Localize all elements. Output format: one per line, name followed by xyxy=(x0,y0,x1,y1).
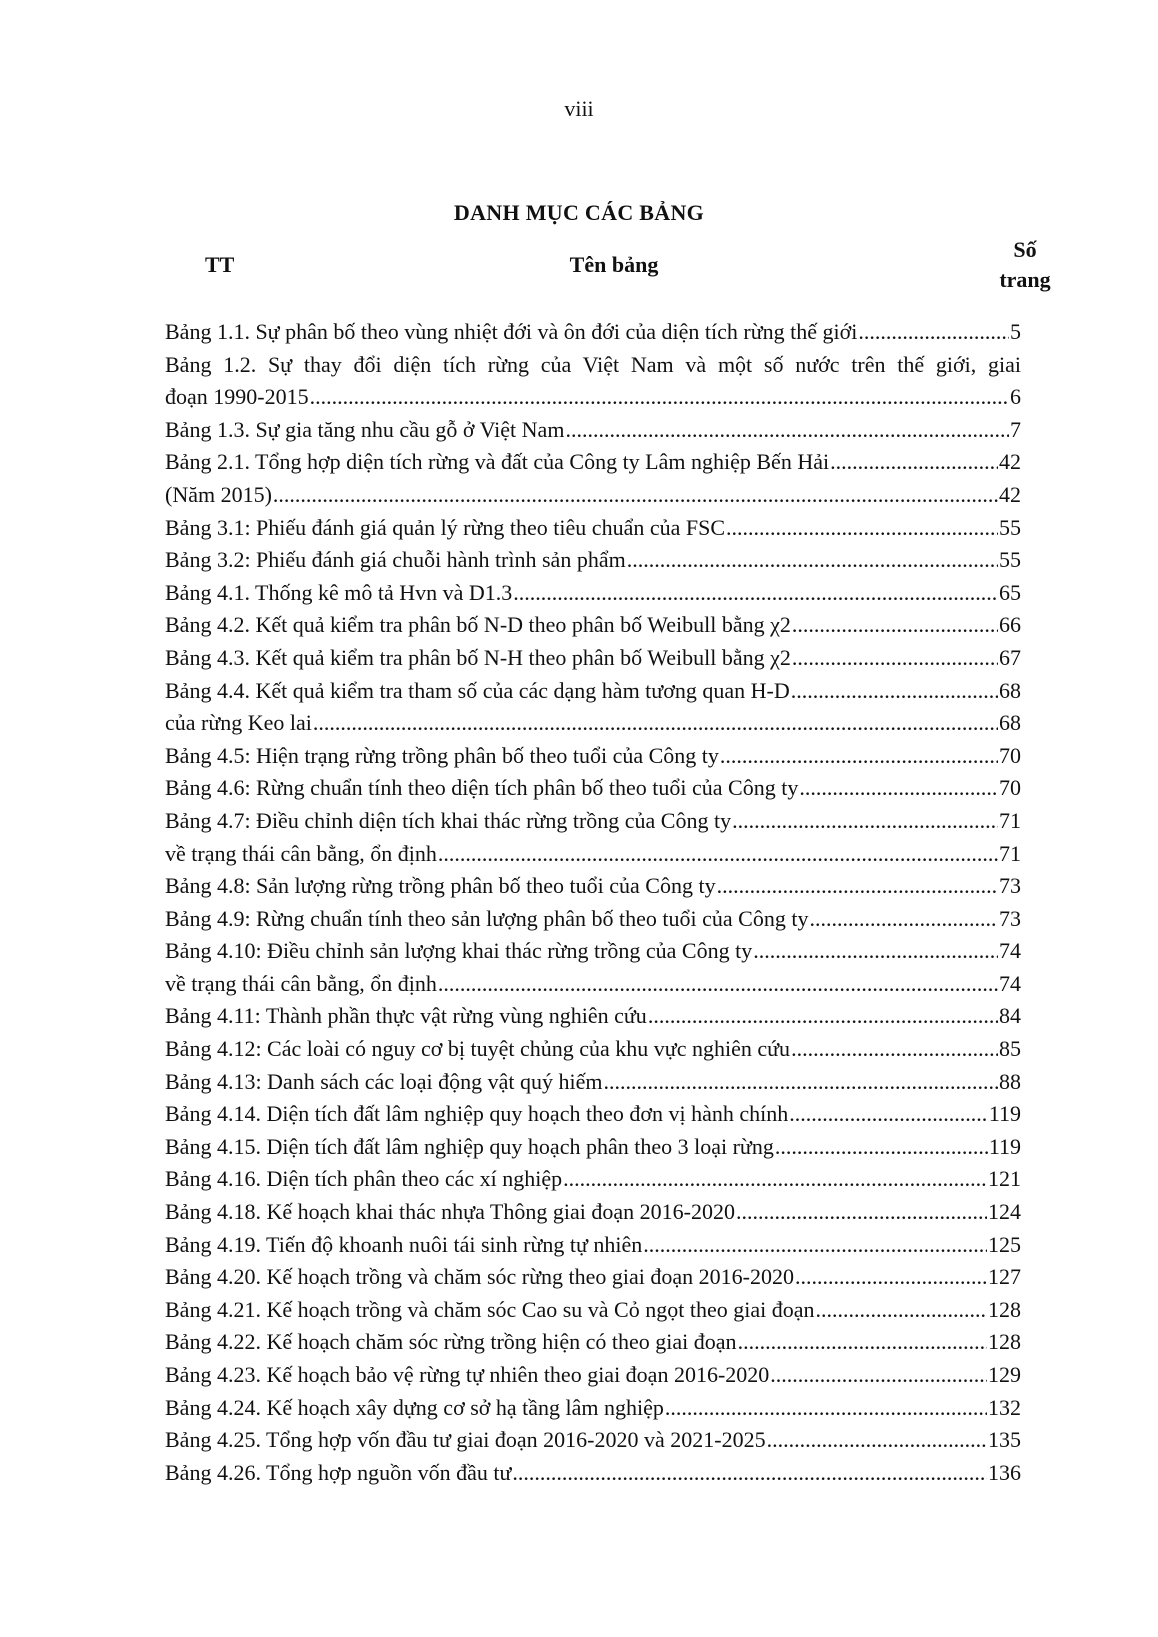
toc-entry-title: Bảng 4.11: Thành phần thực vật rừng vùng nghiên cứu xyxy=(165,1003,647,1029)
toc-entry[interactable] xyxy=(165,1033,1021,1066)
toc-entry-title: Bảng 4.23. Kế hoạch bảo vệ rừng tự nhiên theo giai đoạn 2016-2020 xyxy=(165,1362,770,1387)
toc-entry-title: Bảng 4.25. Tổng hợp vốn đầu tư giai đoạn 2016-2020 và 2021-2025 xyxy=(165,1427,766,1453)
toc-entry-leader-dots xyxy=(720,740,998,773)
toc-entry-leader-dots xyxy=(732,805,998,838)
toc-entry[interactable] xyxy=(165,1326,1021,1359)
toc-entry-page-number: 55 xyxy=(999,514,1021,540)
toc-entry[interactable] xyxy=(165,740,1021,773)
toc-entry-page-number: 68 xyxy=(999,710,1021,736)
toc-entry[interactable] xyxy=(165,1196,1021,1229)
toc-entry-page-number: 74 xyxy=(999,970,1021,996)
toc-entry-title: Bảng 4.26. Tổng hợp nguồn vốn đầu tư xyxy=(165,1459,512,1485)
toc-entry-page-number: 85 xyxy=(999,1036,1021,1062)
toc-entry[interactable] xyxy=(165,1424,1021,1457)
toc-entry-leader-dots xyxy=(799,772,998,805)
toc-entry-title: (Năm 2015) xyxy=(165,481,272,507)
toc-entry-page-number: 73 xyxy=(999,905,1021,931)
toc-entry-leader-dots xyxy=(795,1261,987,1294)
toc-entry[interactable] xyxy=(165,1261,1021,1294)
toc-entry[interactable] xyxy=(165,512,1021,545)
toc-entry-page-number: 129 xyxy=(988,1362,1021,1387)
toc-entry[interactable] xyxy=(165,968,1021,1001)
toc-entry[interactable] xyxy=(165,316,1021,349)
toc-entry-page-number: 136 xyxy=(988,1459,1021,1485)
toc-entry-leader-dots xyxy=(563,1163,987,1196)
toc-entry-page-number: 6 xyxy=(1010,384,1021,410)
toc-entry-title: Bảng 4.1. Thống kê mô tả Hvn và D1.3 xyxy=(165,579,513,605)
toc-entry-title: Bảng 4.9: Rừng chuẩn tính theo sản lượng phân bố theo tuổi của Công ty xyxy=(165,905,809,931)
toc-entry-title: Bảng 3.1: Phiếu đánh giá quản lý rừng theo tiêu chuẩn của FSC xyxy=(165,514,726,540)
toc-entry-title: Bảng 4.21. Kế hoạch trồng và chăm sóc Cao su và Cỏ ngọt theo giai đoạn xyxy=(165,1296,815,1322)
page-number: viii xyxy=(564,96,594,121)
toc-entry-leader-dots xyxy=(809,903,998,936)
toc-entry-title: Bảng 4.24. Kế hoạch xây dựng cơ sở hạ tầng lâm nghiệp xyxy=(165,1394,664,1420)
toc-entry-page-number: 7 xyxy=(1010,416,1021,442)
toc-entry[interactable] xyxy=(165,479,1021,512)
toc-entry-page-number: 135 xyxy=(988,1427,1021,1453)
toc-entry-title: Bảng 4.6: Rừng chuẩn tính theo diện tích phân bố theo tuổi của Công ty xyxy=(165,775,799,801)
column-header-page xyxy=(985,235,1065,295)
toc-entry[interactable] xyxy=(165,642,1021,675)
toc-entry-title: Bảng 4.7: Điều chỉnh diện tích khai thác rừng trồng của Công ty xyxy=(165,807,732,833)
toc-entry-title: Bảng 4.2. Kết quả kiểm tra phân bố N-D theo phân bố Weibull bằng χ2 xyxy=(165,612,791,638)
toc-entry[interactable] xyxy=(165,935,1021,968)
toc-entry[interactable] xyxy=(165,772,1021,805)
toc-entry-leader-dots xyxy=(313,707,998,740)
toc-entry-page-number: 119 xyxy=(988,1101,1021,1127)
toc-entry[interactable] xyxy=(165,1066,1021,1099)
column-header-page-line1: Số xyxy=(1013,237,1037,262)
toc-entry-leader-dots xyxy=(438,838,998,871)
toc-entry-page-number: 70 xyxy=(999,742,1021,768)
toc-entry-leader-dots xyxy=(738,1326,987,1359)
toc-entry-leader-dots xyxy=(791,1033,998,1066)
toc-entry-title: Bảng 4.14. Diện tích đất lâm nghiệp quy hoạch theo đơn vị hành chính xyxy=(165,1101,789,1127)
toc-entry[interactable] xyxy=(165,1098,1021,1131)
toc-entry-page-number: 125 xyxy=(988,1231,1021,1257)
column-header-tt: TT xyxy=(205,252,235,277)
toc-entry[interactable] xyxy=(165,577,1021,610)
toc-entry-leader-dots xyxy=(789,1098,988,1131)
toc-entry-page-number: 55 xyxy=(999,547,1021,573)
toc-entry-title: Bảng 4.18. Kế hoạch khai thác nhựa Thông giai đoạn 2016-2020 xyxy=(165,1199,735,1225)
toc-entry[interactable] xyxy=(165,1131,1021,1164)
toc-entry-page-number: 73 xyxy=(999,873,1021,899)
toc-entry-leader-dots xyxy=(643,1229,987,1262)
toc-entry-leader-dots xyxy=(273,479,998,512)
toc-entry-title: Bảng 2.1. Tổng hợp diện tích rừng và đất của Công ty Lâm nghiệp Bến Hải xyxy=(165,449,830,475)
toc-entry-page-number: 124 xyxy=(988,1199,1021,1225)
toc-entry-title: Bảng 4.5: Hiện trạng rừng trồng phân bố theo tuổi của Công ty xyxy=(165,742,719,768)
toc-entry-leader-dots xyxy=(513,577,998,610)
toc-entry-title: Bảng 1.2. Sự thay đổi diện tích rừng của Việt Nam và một số nước trên thế giới, giai xyxy=(165,351,1021,377)
toc-entry-page-number: 132 xyxy=(988,1394,1021,1420)
toc-entry-page-number: 66 xyxy=(999,612,1021,638)
toc-entry-page-number: 67 xyxy=(999,644,1021,670)
toc-entry-page-number: 128 xyxy=(988,1296,1021,1322)
toc-entry[interactable] xyxy=(165,349,1021,382)
page-title: DANH MỤC CÁC BẢNG xyxy=(453,200,705,225)
toc-entry-leader-dots xyxy=(858,316,1009,349)
toc-entry-leader-dots xyxy=(603,1066,998,1099)
toc-entry-title: Bảng 1.3. Sự gia tăng nhu cầu gỗ ở Việt Nam xyxy=(165,416,565,442)
toc-entry[interactable] xyxy=(165,1229,1021,1262)
toc-entry-leader-dots xyxy=(830,446,998,479)
toc-entry[interactable] xyxy=(165,675,1021,708)
toc-entry-leader-dots xyxy=(791,675,998,708)
toc-entry-leader-dots xyxy=(665,1392,987,1425)
toc-entry[interactable] xyxy=(165,707,1021,740)
toc-entry-leader-dots xyxy=(792,609,998,642)
toc-entry-page-number: 74 xyxy=(999,938,1021,964)
toc-entry-title: Bảng 4.13: Danh sách các loại động vật quý hiếm xyxy=(165,1068,603,1094)
toc-entry-title: Bảng 4.15. Diện tích đất lâm nghiệp quy hoạch phân theo 3 loại rừng xyxy=(165,1133,774,1159)
column-header-table-name: Tên bảng xyxy=(569,252,659,277)
toc-entry-page-number: 5 xyxy=(1010,319,1021,344)
toc-entry[interactable] xyxy=(165,1163,1021,1196)
toc-entry-title: đoạn 1990-2015 xyxy=(165,384,309,410)
toc-entry-title: Bảng 4.8: Sản lượng rừng trồng phân bố theo tuổi của Công ty xyxy=(165,873,716,899)
toc-entry-page-number: 42 xyxy=(999,449,1021,475)
toc-entry[interactable] xyxy=(165,1457,1021,1490)
toc-entry-page-number: 127 xyxy=(988,1264,1021,1290)
toc-entry-leader-dots xyxy=(767,1424,987,1457)
toc-entry[interactable] xyxy=(165,609,1021,642)
toc-entry-title: về trạng thái cân bằng, ổn định xyxy=(165,970,437,996)
toc-entry-leader-dots xyxy=(775,1131,988,1164)
toc-entry-page-number: 71 xyxy=(999,807,1021,833)
toc-entry-page-number: 128 xyxy=(988,1329,1021,1355)
toc-entry-page-number: 70 xyxy=(999,775,1021,801)
toc-entry[interactable] xyxy=(165,446,1021,479)
toc-entry-title: Bảng 4.20. Kế hoạch trồng và chăm sóc rừng theo giai đoạn 2016-2020 xyxy=(165,1264,794,1290)
toc-entry-leader-dots xyxy=(736,1196,987,1229)
toc-entry[interactable] xyxy=(165,381,1021,414)
toc-entry-page-number: 119 xyxy=(988,1133,1021,1159)
toc-entry-page-number: 84 xyxy=(999,1003,1021,1029)
toc-entry[interactable] xyxy=(165,1359,1021,1392)
toc-entry-title: Bảng 3.2: Phiếu đánh giá chuỗi hành trình sản phẩm xyxy=(165,547,626,573)
toc-entry-title: Bảng 4.12: Các loài có nguy cơ bị tuyệt chủng của khu vực nghiên cứu xyxy=(165,1036,791,1062)
toc-entry-page-number: 42 xyxy=(999,481,1021,507)
toc-entry-leader-dots xyxy=(512,1457,987,1490)
toc-entry-leader-dots xyxy=(310,381,1009,414)
toc-entry-leader-dots xyxy=(717,870,998,903)
table-of-tables-list xyxy=(165,316,1021,1489)
toc-entry[interactable] xyxy=(165,870,1021,903)
toc-entry-leader-dots xyxy=(648,1000,998,1033)
column-header-page-line2: trang xyxy=(999,267,1051,292)
toc-entry[interactable] xyxy=(165,544,1021,577)
toc-entry-page-number: 71 xyxy=(999,840,1021,866)
toc-entry-leader-dots xyxy=(438,968,998,1001)
toc-entry-title: Bảng 4.10: Điều chỉnh sản lượng khai thác rừng trồng của Công ty xyxy=(165,938,753,964)
toc-entry-page-number: 88 xyxy=(999,1068,1021,1094)
toc-entry-leader-dots xyxy=(770,1359,987,1392)
toc-entry-title: Bảng 4.22. Kế hoạch chăm sóc rừng trồng hiện có theo giai đoạn xyxy=(165,1329,737,1355)
toc-entry[interactable] xyxy=(165,414,1021,447)
toc-entry-page-number: 68 xyxy=(999,677,1021,703)
toc-entry-title: của rừng Keo lai xyxy=(165,710,312,736)
toc-entry[interactable] xyxy=(165,1392,1021,1425)
toc-entry-leader-dots xyxy=(792,642,998,675)
toc-entry-title: Bảng 1.1. Sự phân bố theo vùng nhiệt đới và ôn đới của diện tích rừng thế giới xyxy=(165,319,858,344)
toc-entry[interactable] xyxy=(165,1000,1021,1033)
toc-entry[interactable] xyxy=(165,1294,1021,1327)
toc-entry-page-number: 65 xyxy=(999,579,1021,605)
toc-entry-title: Bảng 4.3. Kết quả kiểm tra phân bố N-H theo phân bố Weibull bằng χ2 xyxy=(165,644,791,670)
toc-entry-leader-dots xyxy=(726,512,998,545)
toc-entry-leader-dots xyxy=(627,544,998,577)
toc-entry-leader-dots xyxy=(815,1294,987,1327)
toc-entry-title: Bảng 4.16. Diện tích phân theo các xí nghiệp xyxy=(165,1166,563,1192)
toc-entry[interactable] xyxy=(165,903,1021,936)
toc-entry-title: về trạng thái cân bằng, ổn định xyxy=(165,840,437,866)
toc-entry-leader-dots xyxy=(753,935,998,968)
toc-entry[interactable] xyxy=(165,838,1021,871)
toc-entry-title: Bảng 4.4. Kết quả kiểm tra tham số của các dạng hàm tương quan H-D xyxy=(165,677,790,703)
toc-entry-page-number: 121 xyxy=(988,1166,1021,1192)
toc-entry[interactable] xyxy=(165,805,1021,838)
toc-entry-title: Bảng 4.19. Tiến độ khoanh nuôi tái sinh rừng tự nhiên xyxy=(165,1231,643,1257)
toc-entry-leader-dots xyxy=(565,414,1009,447)
